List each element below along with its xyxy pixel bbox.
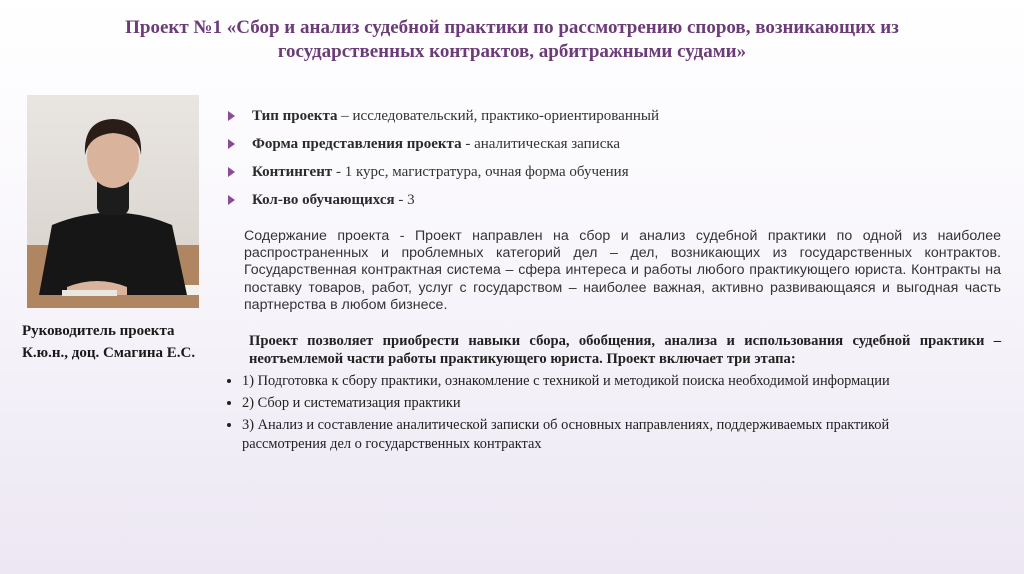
attribute-value: 3 [407, 192, 415, 208]
stage-item [224, 394, 944, 413]
stage-text: 2) Сбор и систематизация практики [242, 395, 461, 411]
project-attributes [228, 107, 788, 219]
portrait-illustration [27, 95, 199, 308]
attribute-separator: - [332, 164, 345, 180]
attribute-value: 1 курс, магистратура, очная форма обучения [344, 164, 629, 180]
attribute-label: Кол-во обучающихся [252, 192, 395, 208]
attribute-separator: - [461, 136, 475, 152]
attribute-item [228, 107, 788, 126]
triangle-bullet-icon [228, 139, 235, 149]
project-skills: Проект позволяет приобрести навыки сбора, обобщения, анализа и использования судебной практики – неотъемлемой части работы практикующего юриста. Проект включает три этапа: [249, 333, 1001, 367]
attribute-item [228, 163, 788, 182]
attribute-separator: – [337, 108, 353, 124]
attribute-value: аналитическая записка [474, 136, 621, 152]
dot-bullet-icon [227, 379, 231, 383]
triangle-bullet-icon [228, 167, 235, 177]
triangle-bullet-icon [228, 111, 235, 121]
project-content: Содержание проекта - Проект направлен на сбор и анализ судебной практики по одной из наиболее распространенных и проблемных категорий дел – дел, возникающих из государственных контрактов. Государственная контрактная система – сфера интереса и работы любого практикующего юриста. Контракты на поставку товаров, работ, услуг с государством – наиболее важная, активно развивающаяся и выгодная часть партнерства в любом бизнесе. [244, 228, 1001, 313]
attribute-item [228, 135, 788, 154]
stage-text: 3) Анализ и составление аналитической записки об основных направлениях, поддерживаемых практикой рассмотрения дел о государственных контрактах [242, 417, 890, 452]
project-stages [224, 372, 944, 457]
attribute-label: Форма представления проекта [252, 136, 462, 152]
dot-bullet-icon [227, 423, 231, 427]
leader-heading: Руководитель проекта [22, 323, 175, 339]
attribute-separator: - [394, 192, 408, 208]
leader-photo [27, 95, 199, 308]
stage-item [224, 416, 944, 454]
dot-bullet-icon [227, 401, 231, 405]
stage-text: 1) Подготовка к сбору практики, ознакомление с техникой и методикой поиска необходимой информации [242, 373, 890, 389]
attribute-label: Контингент [252, 164, 333, 180]
leader-name: К.ю.н., доц. Смагина Е.С. [22, 345, 196, 361]
stage-item [224, 372, 944, 391]
attribute-label: Тип проекта [252, 108, 338, 124]
attribute-item [228, 191, 788, 210]
attribute-value: исследовательский, практико-ориентированный [352, 108, 660, 124]
slide-title: Проект №1 «Сбор и анализ судебной практики по рассмотрению споров, возникающих из государственных контрактов, арбитражными судами» [125, 17, 899, 62]
triangle-bullet-icon [228, 195, 235, 205]
project-leader [22, 320, 252, 364]
